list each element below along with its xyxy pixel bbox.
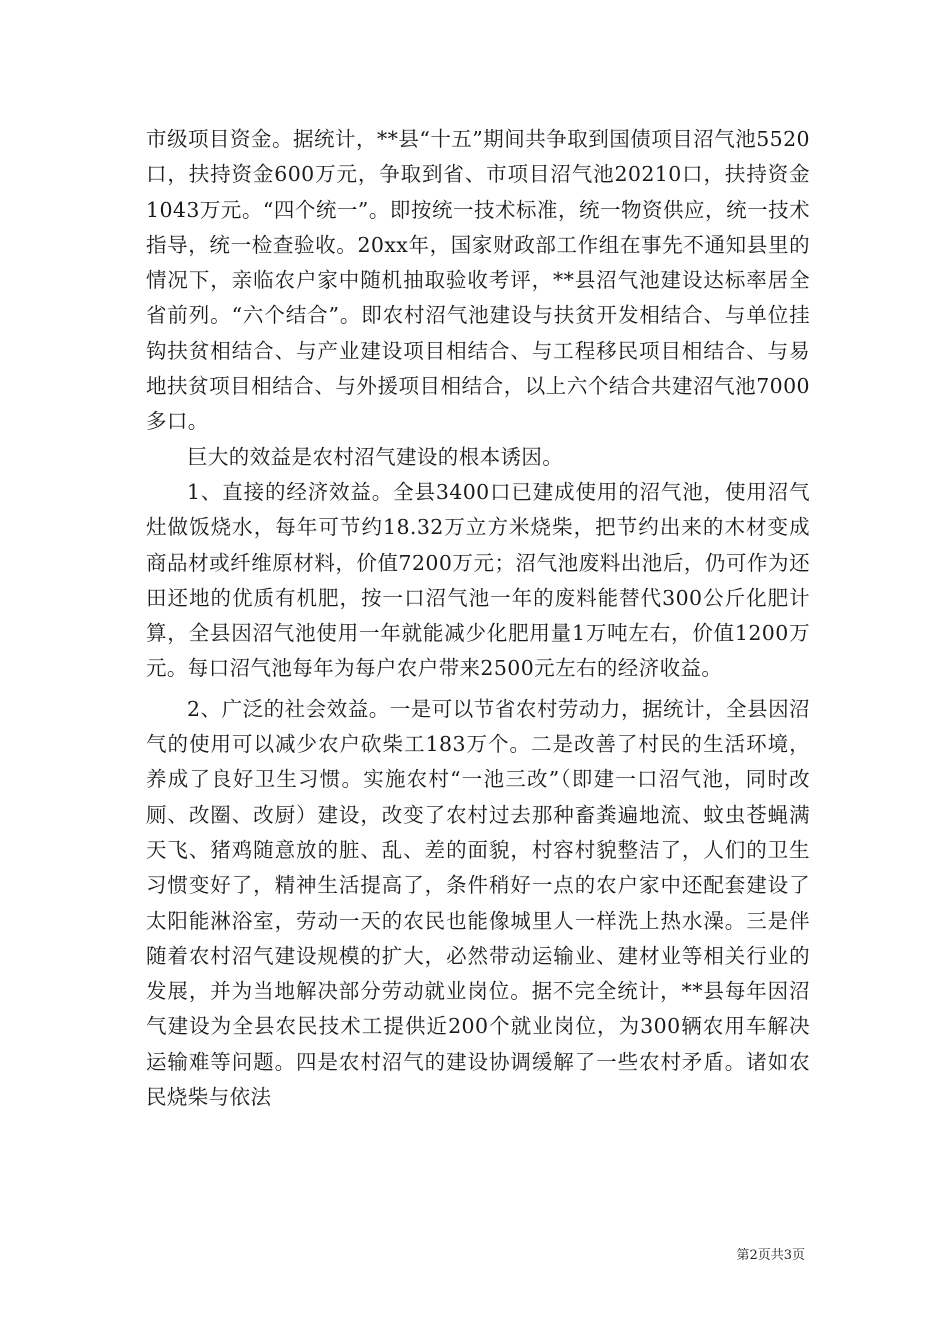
paragraph-social-benefits: 2、广泛的社会效益。一是可以节省农村劳动力，据统计，全县因沼气的使用可以减少农户砍柴工183万个。二是改善了村民的生活环境，养成了良好卫生习惯。实施农村“一池三改”（即建一口沼气池，同时改厕、改圈、改厨）建设，改变了农村过去那种畜粪遍地流、蚊虫苍蝇满天飞、猪鸡随意放的脏、乱、差的面貌，村容村貌整洁了，人们的卫生习惯变好了，精神生活提高了，条件稍好一点的农户家中还配套建设了太阳能淋浴室，劳动一天的农民也能像城里人一样洗上热水澡。三是伴随着农村沼气建设规模的扩大，必然带动运输业、建材业等相关行业的发展，并为当地解决部分劳动就业岗位。据不完全统计，**县每年因沼气建设为全县农民技术工提供近200个就业岗位，为300辆农用车解决运输难等问题。四是农村沼气的建设协调缓解了一些农村矛盾。诸如农民烧柴与依法 bbox=[146, 696, 810, 1110]
page-number-footer: 第2页共3页 bbox=[736, 1248, 805, 1263]
paragraph-funding-summary: 市级项目资金。据统计，**县“十五”期间共争取到国债项目沼气池5520口，扶持资金600万元，争取到省、市项目沼气池20210口，扶持资金1043万元。“四个统一”。即按统一技术标准，统一物资供应，统一技术指导，统一检查验收。20xx年，国家财政部工作组在事先不通知县里的情况下，亲临农户家中随机抽取验收考评，**县沼气池建设达标率居全省前列。“六个结合”。即农村沼气池建设与扶贫开发相结合、与单位挂钩扶贫相结合、与产业建设项目相结合、与工程移民项目相结合、与易地扶贫项目相结合、与外援项目相结合，以上六个结合共建沼气池7000多口。 bbox=[146, 127, 810, 434]
document-body bbox=[146, 122, 810, 1115]
paragraph-economic-benefits: 1、直接的经济效益。全县3400口已建成使用的沼气池，使用沼气灶做饭烧水，每年可节约18.32万立方米烧柴，把节约出来的木材变成商品材或纤维原材料，价值7200万元；沼气池废料出池后，仍可作为还田还地的优质有机肥，按一口沼气池一年的废料能替代300公斤化肥计算，全县因沼气池使用一年就能减少化肥用量1万吨左右，价值1200万元。每口沼气池每年为每户农户带来2500元左右的经济收益。 bbox=[146, 479, 810, 681]
paragraph-benefits-intro: 巨大的效益是农村沼气建设的根本诱因。 bbox=[187, 444, 564, 469]
